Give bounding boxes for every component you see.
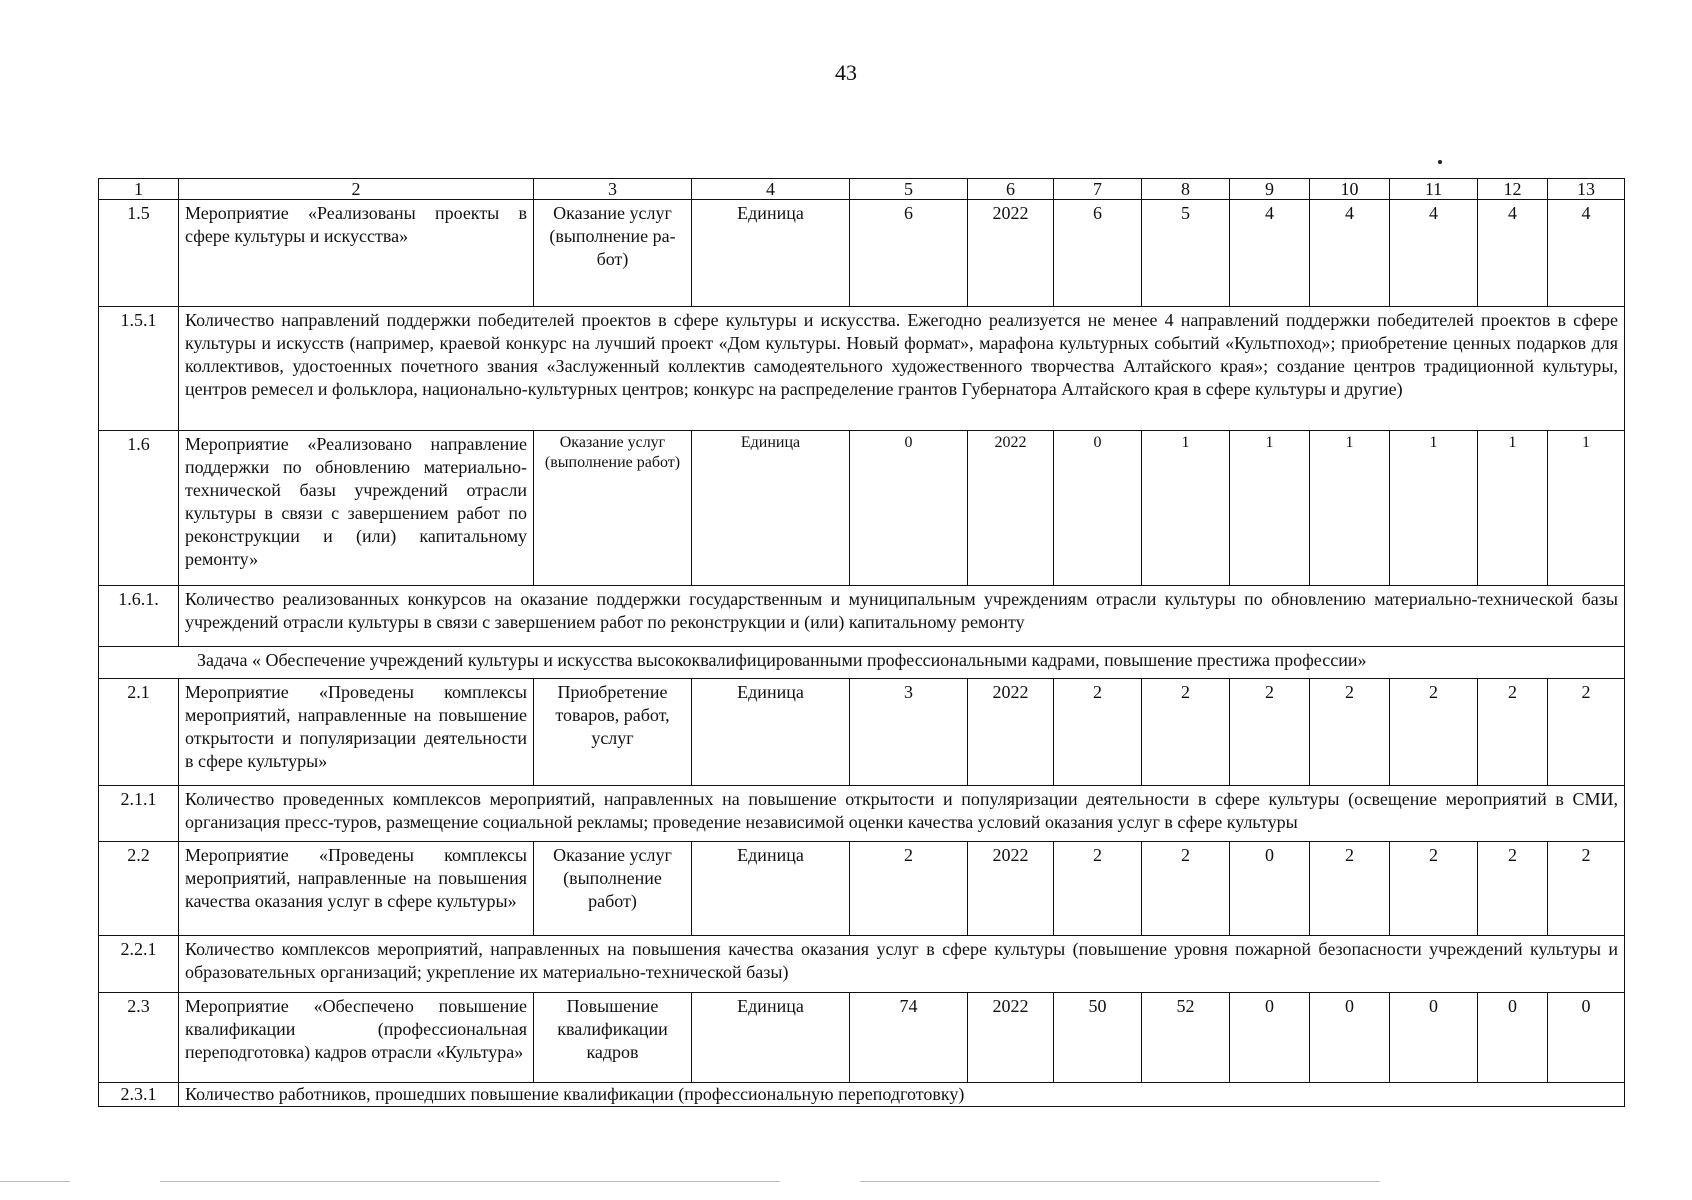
indicator-description: Количество направлений поддержки победителей проектов в сфере культуры и искусства. Ежегодно реализуется не менее 4 направлений поддержки победителей проектов в сфере культуры и искусств (например, краевой конкурс на лучший проект «Дом культуры. Новый формат», марафона культурных событий «Культпоход»; приобретение ценных подарков для коллективов, удостоенных почетного звания «Заслуженный коллектив самодеятельного художественного творчества Алтайского края»; создание центров традиционной культуры, центров ремесел и фольклора, национально-культурных центров; конкурс на распределение грантов Губернатора Алтайского края в сфере культуры и другие)	[179, 307, 1625, 431]
year-value: 1	[1548, 431, 1625, 586]
year-value: 1	[1478, 431, 1548, 586]
indicator-description: Количество проведенных комплексов мероприятий, направленных на повышение открытости и популяризации деятельности в сфере культуры (освещение мероприятий в СМИ, организация пресс-туров, размещение социальной рекламы; проведение независимой оценки качества условий оказания услуг в сфере культуры	[179, 786, 1625, 842]
year-value: 2	[1310, 842, 1390, 936]
column-header: 1	[99, 179, 179, 200]
year-value: 2	[1142, 679, 1230, 786]
table-row	[99, 679, 1625, 786]
column-header: 8	[1142, 179, 1230, 200]
activity-name: Мероприятие «Реализованы проекты в сфере культуры и искусства»	[179, 200, 534, 307]
year-value: 2	[1390, 842, 1478, 936]
unit: Единица	[692, 993, 850, 1083]
row-number: 1.5	[99, 200, 179, 307]
indicators-table	[98, 178, 1625, 1107]
year-value: 4	[1390, 200, 1478, 307]
table-row	[99, 307, 1625, 431]
year-value: 4	[1478, 200, 1548, 307]
page-number: 43	[835, 60, 857, 85]
scan-artifact	[160, 1181, 780, 1182]
task-title: Задача « Обеспечение учреждений культуры и искусства высококвалифицированными профессиональными кадрами, повышение престижа профессии»	[99, 647, 1625, 679]
year-value: 2	[1054, 679, 1142, 786]
column-number-row	[99, 179, 1625, 200]
year-value: 1	[1142, 431, 1230, 586]
year-value: 52	[1142, 993, 1230, 1083]
indicator-description: Количество работников, прошедших повышение квалификации (профессиональную переподготовку)	[179, 1083, 1625, 1107]
year-value: 4	[1230, 200, 1310, 307]
activity-name: Мероприятие «Проведены комплексы мероприятий, направленные на повышения качества оказания услуг в сфере культуры»	[179, 842, 534, 936]
row-number: 1.6.1.	[99, 586, 179, 647]
year-value: 2	[1390, 679, 1478, 786]
year-value: 0	[1548, 993, 1625, 1083]
column-header: 13	[1548, 179, 1625, 200]
year-value: 2	[1548, 679, 1625, 786]
row-number: 2.1.1	[99, 786, 179, 842]
column-header: 7	[1054, 179, 1142, 200]
scan-artifact	[860, 1181, 1380, 1182]
column-header: 11	[1390, 179, 1478, 200]
scan-artifact	[0, 1181, 70, 1182]
year-value: 0	[1230, 842, 1310, 936]
indicator-description: Количество реализованных конкурсов на оказание поддержки государственным и муниципальным учреждениям отрасли культуры по обновлению материально-технической базы учреждений отрасли культуры в связи с завершением работ по реконструкции и (или) капитальному ремонту	[179, 586, 1625, 647]
year-value: 2	[1054, 842, 1142, 936]
result-type: Оказание услуг (выполнение работ)	[534, 200, 692, 307]
base-year: 2022	[968, 993, 1054, 1083]
column-header: 10	[1310, 179, 1390, 200]
year-value: 1	[1390, 431, 1478, 586]
row-number: 2.3	[99, 993, 179, 1083]
indicator-description: Количество комплексов мероприятий, направленных на повышения качества оказания услуг в сфере культуры (повышение уровня пожарной безопасности учреждений культуры и образовательных организаций; укрепление их материально-технической базы)	[179, 936, 1625, 993]
column-header: 9	[1230, 179, 1310, 200]
base-year: 2022	[968, 679, 1054, 786]
row-number: 2.2.1	[99, 936, 179, 993]
year-value: 2	[1310, 679, 1390, 786]
row-number: 1.5.1	[99, 307, 179, 431]
base-value: 2	[850, 842, 968, 936]
year-value: 0	[1230, 993, 1310, 1083]
column-header: 6	[968, 179, 1054, 200]
base-year: 2022	[968, 200, 1054, 307]
unit: Единица	[692, 431, 850, 586]
row-number: 2.2	[99, 842, 179, 936]
table-row	[99, 786, 1625, 842]
base-value: 3	[850, 679, 968, 786]
result-type: Оказание услуг (выполнение работ)	[534, 842, 692, 936]
year-value: 1	[1310, 431, 1390, 586]
table-row	[99, 1083, 1625, 1107]
result-type: Оказание услуг (выполнение работ)	[534, 431, 692, 586]
year-value: 0	[1478, 993, 1548, 1083]
result-type: Повышение квалификации кадров	[534, 993, 692, 1083]
column-header: 5	[850, 179, 968, 200]
year-value: 2	[1548, 842, 1625, 936]
table-row	[99, 431, 1625, 586]
year-value: 2	[1142, 842, 1230, 936]
year-value: 4	[1548, 200, 1625, 307]
column-header: 2	[179, 179, 534, 200]
row-number: 1.6	[99, 431, 179, 586]
result-type: Приобретение товаров, работ, услуг	[534, 679, 692, 786]
table-row	[99, 200, 1625, 307]
year-value: 2	[1230, 679, 1310, 786]
activity-name: Мероприятие «Обеспечено повышение квалификации (профессиональная переподготовка) кадров отрасли «Культура»	[179, 993, 534, 1083]
year-value: 50	[1054, 993, 1142, 1083]
base-year: 2022	[968, 431, 1054, 586]
year-value: 0	[1054, 431, 1142, 586]
base-value: 0	[850, 431, 968, 586]
year-value: 2	[1478, 842, 1548, 936]
unit: Единица	[692, 842, 850, 936]
activity-name: Мероприятие «Реализовано направление поддержки по обновлению материально-технической базы учреждений отрасли культуры в связи с завершением работ по реконструкции и (или) капитальному ремонту»	[179, 431, 534, 586]
table-row	[99, 993, 1625, 1083]
unit: Единица	[692, 679, 850, 786]
row-number: 2.3.1	[99, 1083, 179, 1107]
row-number: 2.1	[99, 679, 179, 786]
column-header: 4	[692, 179, 850, 200]
column-header: 12	[1478, 179, 1548, 200]
year-value: 0	[1390, 993, 1478, 1083]
table-row	[99, 842, 1625, 936]
column-header: 3	[534, 179, 692, 200]
base-value: 6	[850, 200, 968, 307]
scan-speck	[1438, 160, 1442, 164]
unit: Единица	[692, 200, 850, 307]
year-value: 6	[1054, 200, 1142, 307]
base-year: 2022	[968, 842, 1054, 936]
activity-name: Мероприятие «Проведены комплексы мероприятий, направленные на повышение открытости и популяризации деятельности в сфере культуры»	[179, 679, 534, 786]
year-value: 1	[1230, 431, 1310, 586]
year-value: 2	[1478, 679, 1548, 786]
year-value: 0	[1310, 993, 1390, 1083]
year-value: 5	[1142, 200, 1230, 307]
year-value: 4	[1310, 200, 1390, 307]
task-row	[99, 647, 1625, 679]
table-row	[99, 586, 1625, 647]
table-row	[99, 936, 1625, 993]
base-value: 74	[850, 993, 968, 1083]
